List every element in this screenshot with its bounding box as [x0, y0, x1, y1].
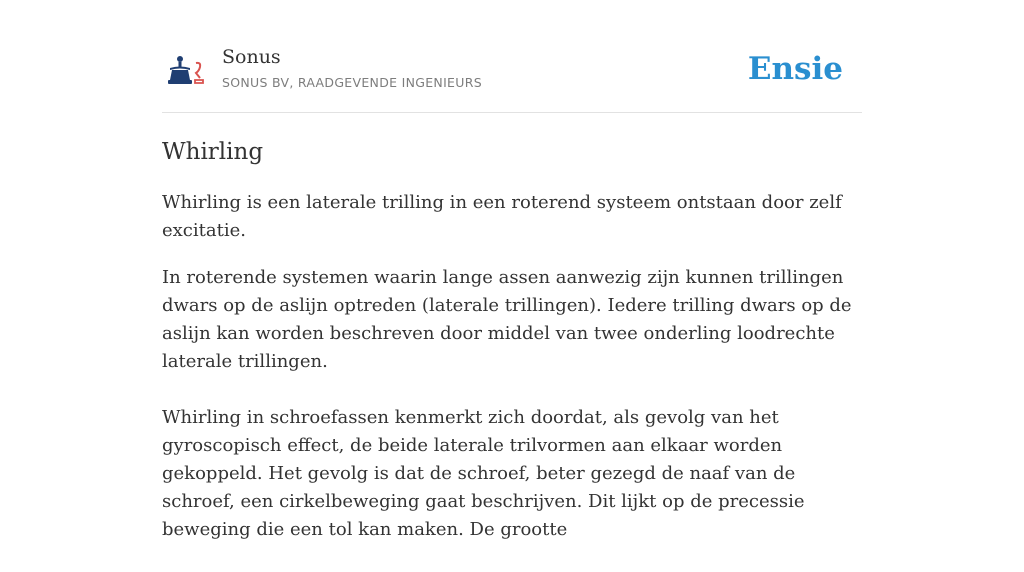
header [162, 40, 862, 113]
article-paragraph: In roterende systemen waarin lange assen aanwezig zijn kunnen trillingen dwars op de aslijn optreden (laterale trillingen). Iedere trilling dwars op de aslijn kan worden beschreven door middel van twee onderling loodrechte laterale trillingen. [162, 267, 852, 372]
article-body [162, 264, 862, 544]
article-summary: Whirling is een laterale trilling in een roterend systeem ontstaan door zelf excitatie. [162, 192, 842, 241]
article [162, 136, 862, 572]
article-paragraph: Whirling in schroefassen kenmerkt zich doordat, als gevolg van het gyroscopisch effect, de beide laterale trilvormen aan elkaar worden gekoppeld. Het gevolg is dat de schroef, beter gezegd de naaf van de schroef, een cirkelbeweging gaat beschrijven. Dit lijkt op de precessie beweging die een tol kan maken. De grootte [162, 407, 805, 540]
org-name[interactable]: Sonus [222, 46, 281, 68]
brand-logo[interactable]: Ensie [747, 51, 843, 87]
sonus-logo-icon[interactable] [166, 54, 206, 88]
org-subtitle: SONUS BV, RAADGEVENDE INGENIEURS [222, 75, 482, 90]
article-title: Whirling [162, 139, 264, 165]
